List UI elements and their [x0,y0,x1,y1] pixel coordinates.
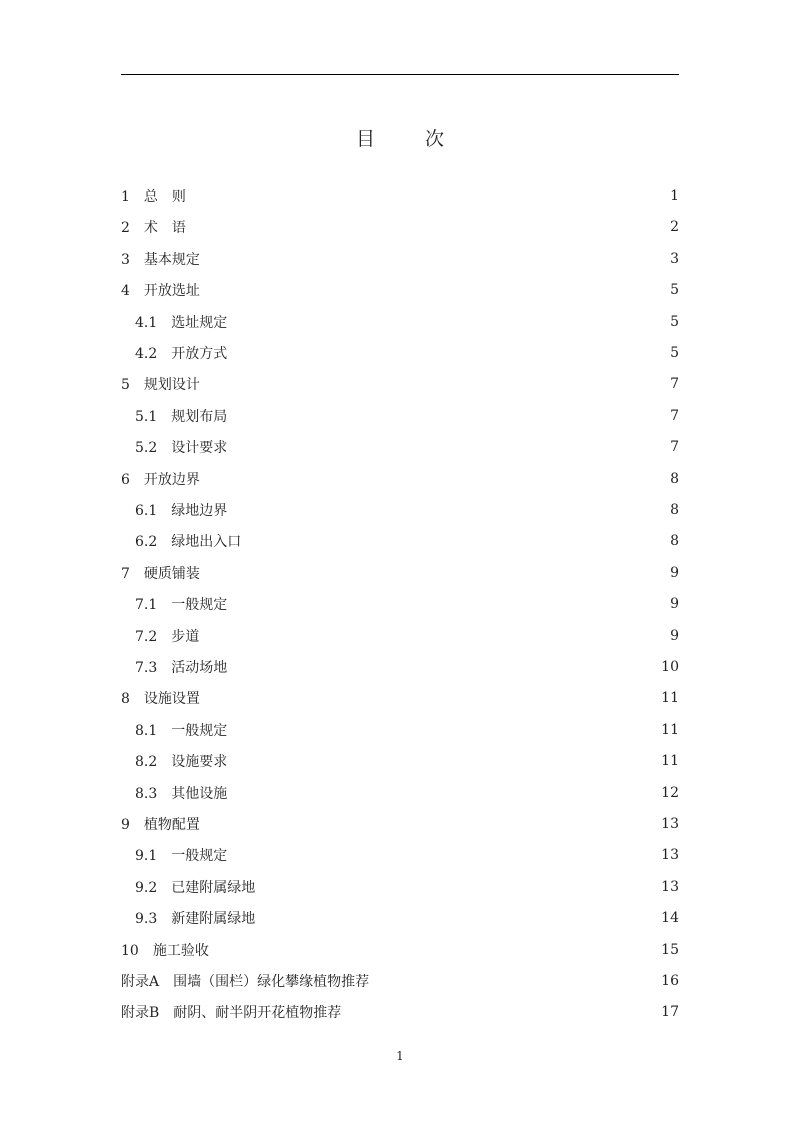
toc-entry-gap [157,880,171,896]
toc-entry-page: 11 [661,721,679,738]
toc-entry[interactable] [121,745,679,777]
toc-entry-title: 一般规定 [171,597,228,614]
toc-entry-page: 5 [670,313,679,330]
toc-entry-page: 5 [670,345,679,361]
toc-entry-number: 8.3 [135,785,158,802]
toc-entry[interactable] [121,682,679,714]
toc-dot-leader [259,911,657,925]
toc-entry-page: 5 [670,282,679,299]
toc-dot-leader [231,754,657,768]
toc-entry-number: 5.2 [135,440,158,457]
toc-entry[interactable] [121,871,679,903]
toc-entry[interactable] [121,525,679,557]
toc-entry-gap [159,1005,173,1021]
toc-entry[interactable] [121,588,679,620]
toc-entry-number: 4.2 [135,346,158,362]
toc-entry-number: 7.3 [135,660,158,676]
toc-entry-title: 一般规定 [171,848,228,865]
toc-entry-gap [157,911,171,927]
toc-entry-gap [157,534,171,550]
toc-dot-leader [231,346,666,360]
toc-entry-gap [130,566,144,582]
toc-entry-gap [157,786,171,802]
toc-entry-number: 9.1 [135,848,158,865]
toc-entry-page: 13 [661,816,679,832]
toc-entry-gap [130,283,144,299]
toc-entry-number: 附录B [121,1005,160,1022]
toc-entry-label [121,500,227,520]
toc-entry-label [121,249,200,269]
toc-entry-number: 5.1 [135,408,158,425]
toc-entry-label [121,280,200,300]
toc-entry-page: 12 [661,784,679,801]
toc-entry-gap [157,754,171,770]
toc-entry-title: 设计要求 [171,440,228,457]
toc-entry[interactable] [121,431,679,463]
toc-entry-number: 10 [121,942,139,959]
toc-entry[interactable] [121,337,679,369]
toc-entry-title: 活动场地 [171,660,228,676]
toc-entry-label [121,908,255,928]
toc-entry-number: 4 [121,283,130,300]
toc-entry[interactable] [121,463,679,495]
toc-entry-number: 附录A [121,974,160,990]
toc-entry-label [121,814,200,834]
toc-entry-number: 1 [121,189,130,205]
toc-entry-title: 步道 [171,628,200,645]
toc-entry-label [121,751,227,771]
toc-dot-leader [204,691,657,705]
toc-entry-gap [130,189,144,205]
toc-entry-page: 9 [670,596,679,613]
toc-entry-gap [157,315,171,331]
toc-entry-number: 8.1 [135,722,158,739]
toc-entry-title: 开放方式 [171,346,228,362]
toc-entry-number: 8 [121,691,130,708]
toc-entry[interactable] [121,651,679,683]
toc-entry-label [121,971,369,991]
toc-entry-title: 开放边界 [143,471,200,488]
toc-entry-page: 2 [670,219,679,236]
toc-entry-gap [157,629,171,645]
toc-entry[interactable] [121,808,679,840]
toc-entry-label [121,563,200,583]
toc-entry-label [121,657,227,677]
toc-entry-page: 13 [661,847,679,864]
toc-entry-gap [130,377,144,393]
toc-entry-number: 4.1 [135,314,158,331]
toc-dot-leader [190,189,666,203]
toc-entry-page: 8 [670,470,679,487]
toc-entry-title: 绿地边界 [171,503,228,519]
toc-entry-label [121,845,227,865]
toc-entry-label [121,186,186,206]
toc-entry-gap [157,660,171,676]
toc-dot-leader [231,440,666,454]
toc-entry[interactable] [121,368,679,400]
toc-entry-label [121,688,200,708]
toc-entry-page: 9 [670,627,679,644]
toc-entry-title: 设施设置 [143,691,200,708]
toc-entry-title: 耐阴、耐半阴开花植物推荐 [173,1005,342,1022]
toc-entry-title: 设施要求 [171,754,228,771]
toc-entry-gap [157,346,171,362]
toc-entry-number: 6.1 [135,503,158,519]
toc-dot-leader [231,409,666,423]
toc-dot-leader [190,220,666,234]
toc-dot-leader [373,974,657,988]
toc-entry-page: 10 [661,659,679,675]
toc-entry-number: 3 [121,251,130,268]
toc-entry-label [121,343,227,363]
toc-entry-title: 一般规定 [171,722,228,739]
toc-dot-leader [231,597,666,611]
toc-entry-page: 17 [661,1004,679,1021]
toc-dot-leader [345,1005,657,1019]
page-number: 1 [396,1049,404,1063]
toc-entry-page: 13 [661,878,679,895]
toc-entry-title: 总 则 [143,189,186,205]
toc-entry[interactable] [121,180,679,212]
toc-dot-leader [245,534,666,548]
toc-entry[interactable] [121,965,679,997]
toc-entry-gap [157,503,171,519]
toc-entry-gap [139,943,153,959]
toc-entry-label [121,594,227,614]
toc-entry-gap [157,848,171,864]
toc-entry-number: 2 [121,220,130,237]
toc-entry[interactable] [121,934,679,966]
toc-entry-page: 7 [670,439,679,456]
toc-entry-label [121,626,199,646]
toc-entry-number: 8.2 [135,754,158,771]
toc-entry-number: 7.2 [135,628,158,645]
toc-entry[interactable] [121,400,679,432]
toc-entry[interactable] [121,620,679,652]
toc-entry-page: 16 [661,973,679,989]
toc-entry-title: 规划布局 [171,408,228,425]
toc-entry-gap [130,472,144,488]
toc-entry-page: 14 [661,910,679,927]
toc-entry-label [121,406,227,426]
toc-dot-leader [204,252,666,266]
toc-entry[interactable] [121,211,679,243]
toc-entry-label [121,1002,341,1022]
toc-entry-gap [130,691,144,707]
toc-entry-number: 7 [121,565,130,582]
toc-entry[interactable] [121,996,679,1028]
toc-dot-leader [213,943,657,957]
toc-entry-title: 绿地出入口 [171,534,242,551]
toc-entry[interactable] [121,274,679,306]
header-rule [121,74,679,75]
toc-dot-leader [231,503,666,517]
toc-entry-label [121,940,209,960]
toc-dot-leader [203,629,666,643]
toc-entry-label [121,312,227,332]
toc-dot-leader [204,817,657,831]
toc-entry-page: 1 [670,188,679,204]
toc-entry-gap [130,252,144,268]
toc-entry-page: 3 [670,250,679,267]
toc-entry-page: 9 [670,564,679,581]
toc-entry-gap [130,220,144,236]
toc-entry-gap [159,974,173,990]
toc-entry-label [121,783,227,803]
toc-entry-label [121,531,241,551]
toc-entry[interactable] [121,839,679,871]
toc-dot-leader [231,786,657,800]
toc-entry-page: 7 [670,376,679,393]
toc-entry-gap [157,597,171,613]
toc-entry-label [121,469,200,489]
toc-entry[interactable] [121,777,679,809]
toc-entry-title: 硬质铺装 [143,565,200,582]
toc-entry[interactable] [121,902,679,934]
toc-entry[interactable] [121,243,679,275]
toc-dot-leader [231,660,657,674]
toc-entry-label [121,437,227,457]
toc-dot-leader [231,723,657,737]
toc-dot-leader [259,880,657,894]
toc-dot-leader [204,472,666,486]
toc-entry-title: 规划设计 [143,377,200,394]
toc-entry-title: 新建附属绿地 [171,911,256,928]
toc-entry-label [121,720,227,740]
toc-entry[interactable] [121,494,679,526]
toc-entry-number: 9 [121,817,130,833]
toc-dot-leader [204,283,666,297]
toc-dot-leader [204,566,666,580]
toc-entry-page: 7 [670,407,679,424]
toc-entry-page: 11 [661,753,679,770]
toc-entry-title: 选址规定 [171,314,228,331]
toc-entry-page: 8 [670,502,679,518]
toc-dot-leader [204,377,666,391]
toc-entry-gap [157,409,171,425]
toc-entry[interactable] [121,714,679,746]
toc-entry-title: 其他设施 [171,785,228,802]
toc-entry-label [121,374,200,394]
toc-entry-number: 5 [121,377,130,394]
toc-entry-gap [157,440,171,456]
toc-dot-leader [231,315,666,329]
toc-dot-leader [231,848,657,862]
toc-entry[interactable] [121,306,679,338]
toc-entry-title: 开放选址 [143,283,200,300]
toc-entry-page: 11 [661,690,679,707]
toc-entry-number: 6 [121,471,130,488]
toc-entry-number: 7.1 [135,597,158,614]
toc-entry-number: 9.2 [135,879,158,896]
toc-entry-title: 基本规定 [143,251,200,268]
toc-entry[interactable] [121,557,679,589]
toc-entry-gap [130,817,144,833]
toc-entry-number: 9.3 [135,911,158,928]
page-title: 目 次 [355,128,467,150]
toc-entry-label [121,877,255,897]
toc-entry-title: 植物配置 [143,817,200,833]
toc-entry-label [121,217,186,237]
toc-entry-title: 术 语 [143,220,186,237]
toc-entry-title: 已建附属绿地 [171,879,256,896]
toc-entry-page: 15 [661,941,679,958]
toc-entry-title: 围墙（围栏）绿化攀缘植物推荐 [173,974,370,990]
toc-entry-number: 6.2 [135,534,158,551]
toc-entry-page: 8 [670,533,679,550]
toc-entry-title: 施工验收 [152,942,209,959]
toc-entry-gap [157,723,171,739]
